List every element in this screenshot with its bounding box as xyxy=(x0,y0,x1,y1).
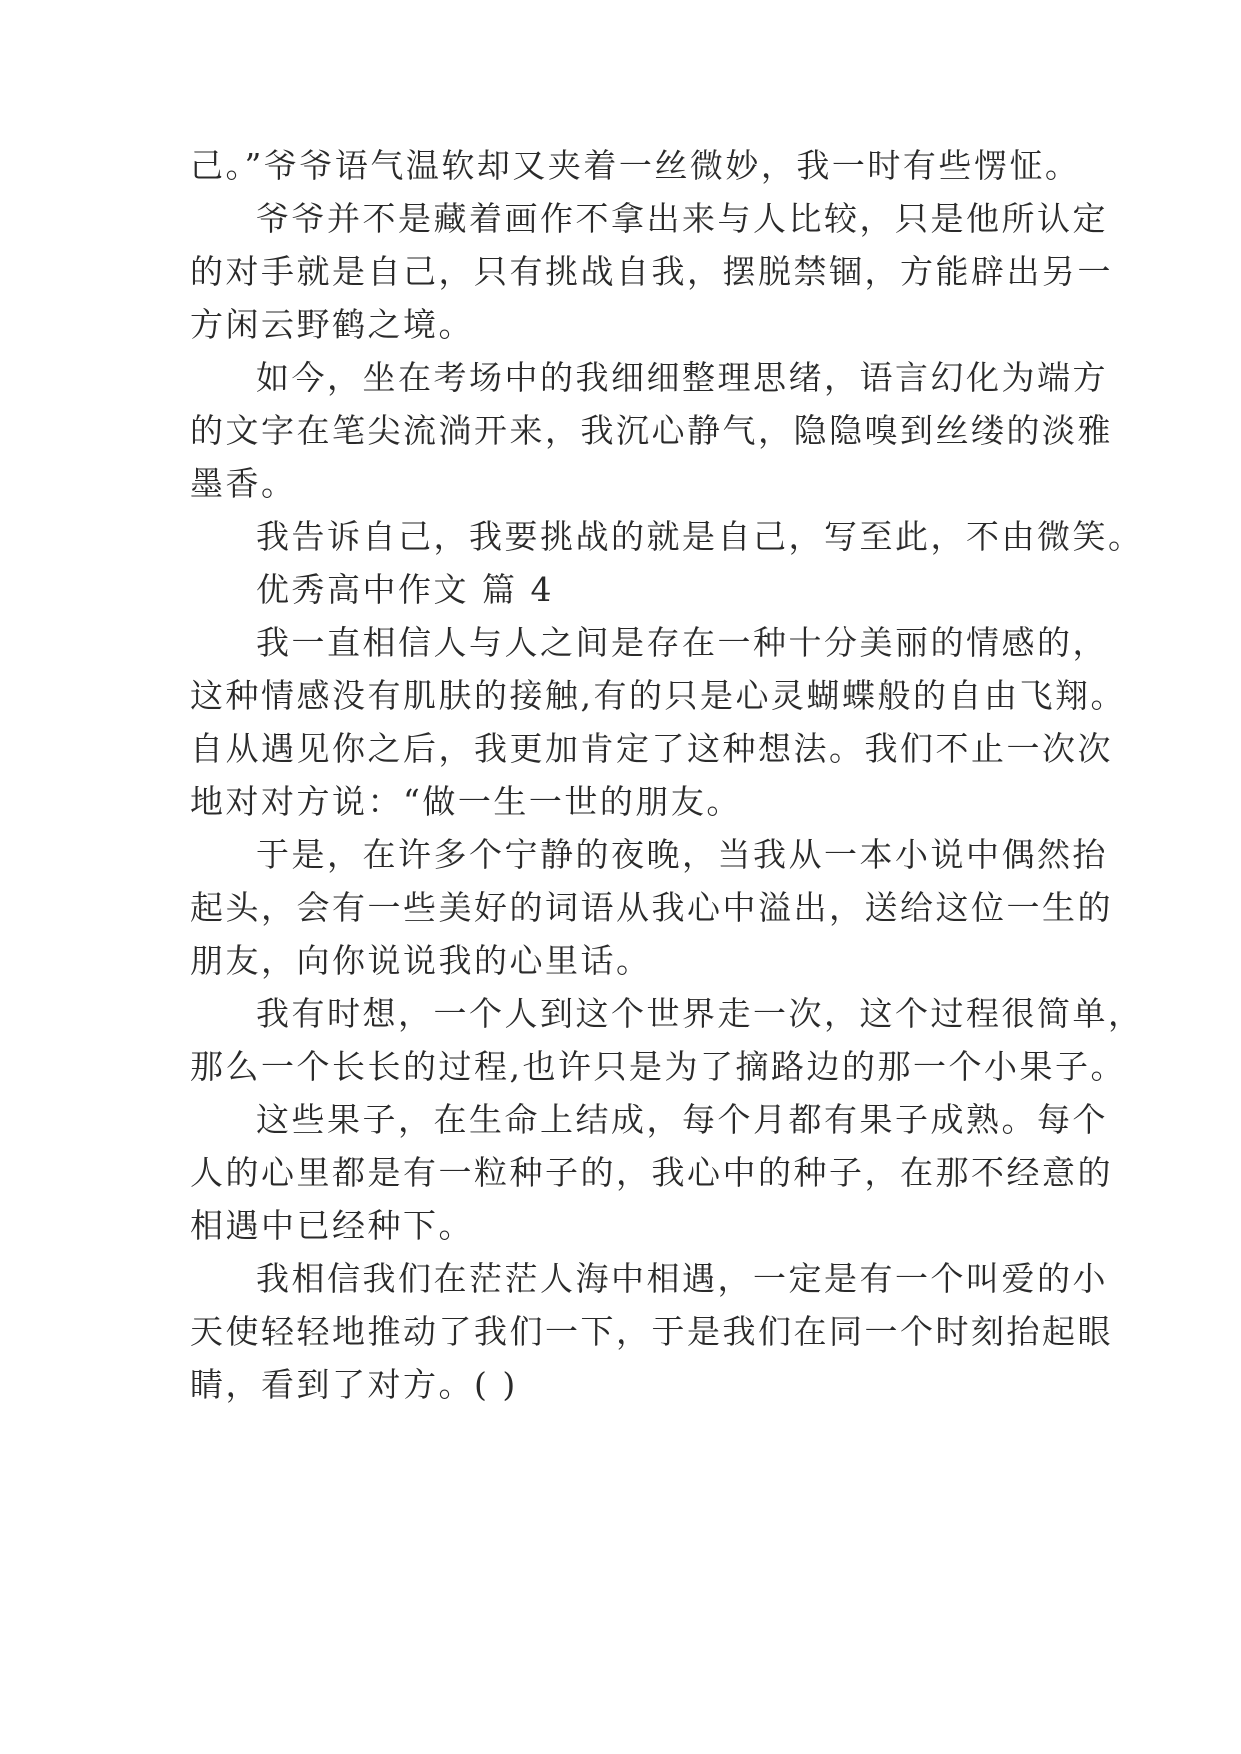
text-line: 自从遇见你之后，我更加肯定了这种想法。我们不止一次次 xyxy=(190,729,1113,768)
text-line: 方闲云野鹤之境。 xyxy=(190,305,474,344)
section-heading: 优秀高中作文 篇 4 xyxy=(256,570,554,609)
text-line: 我相信我们在茫茫人海中相遇，一定是有一个叫爱的小 xyxy=(256,1259,1108,1298)
text-line: 起头，会有一些美好的词语从我心中溢出，送给这位一生的 xyxy=(190,888,1113,927)
text-line: 这些果子，在生命上结成，每个月都有果子成熟。每个 xyxy=(256,1100,1108,1139)
text-line: 墨香。 xyxy=(190,464,297,503)
text-line: 于是，在许多个宁静的夜晚，当我从一本小说中偶然抬 xyxy=(256,835,1108,874)
text-line: 相遇中已经种下。 xyxy=(190,1206,474,1245)
text-line: 的文字在笔尖流淌开来，我沉心静气，隐隐嗅到丝缕的淡雅 xyxy=(190,411,1113,450)
text-line: 我告诉自己，我要挑战的就是自己，写至此，不由微笑。 xyxy=(256,517,1144,556)
text-line: 人的心里都是有一粒种子的，我心中的种子，在那不经意的 xyxy=(190,1153,1113,1192)
text-line: 地对对方说：“做一生一世的朋友。 xyxy=(190,782,742,821)
text-line: 朋友，向你说说我的心里话。 xyxy=(190,941,652,980)
text-line: 天使轻轻地推动了我们一下，于是我们在同一个时刻抬起眼 xyxy=(190,1312,1113,1351)
text-line: 的对手就是自己，只有挑战自我，摆脱禁锢，方能辟出另一 xyxy=(190,252,1113,291)
text-line: 己。”爷爷语气温软却又夹着一丝微妙，我一时有些愣怔。 xyxy=(190,146,1081,185)
text-line: 爷爷并不是藏着画作不拿出来与人比较，只是他所认定 xyxy=(256,199,1108,238)
text-line: 如今，坐在考场中的我细细整理思绪，语言幻化为端方 xyxy=(256,358,1108,397)
text-line: 那么一个长长的过程,也许只是为了摘路边的那一个小果子。 xyxy=(190,1047,1126,1086)
text-line: 我一直相信人与人之间是存在一种十分美丽的情感的， xyxy=(256,623,1108,662)
text-line: 我有时想，一个人到这个世界走一次，这个过程很简单， xyxy=(256,994,1144,1033)
text-line: 睛，看到了对方。( ) xyxy=(190,1365,518,1404)
text-line: 这种情感没有肌肤的接触,有的只是心灵蝴蝶般的自由飞翔。 xyxy=(190,676,1126,715)
